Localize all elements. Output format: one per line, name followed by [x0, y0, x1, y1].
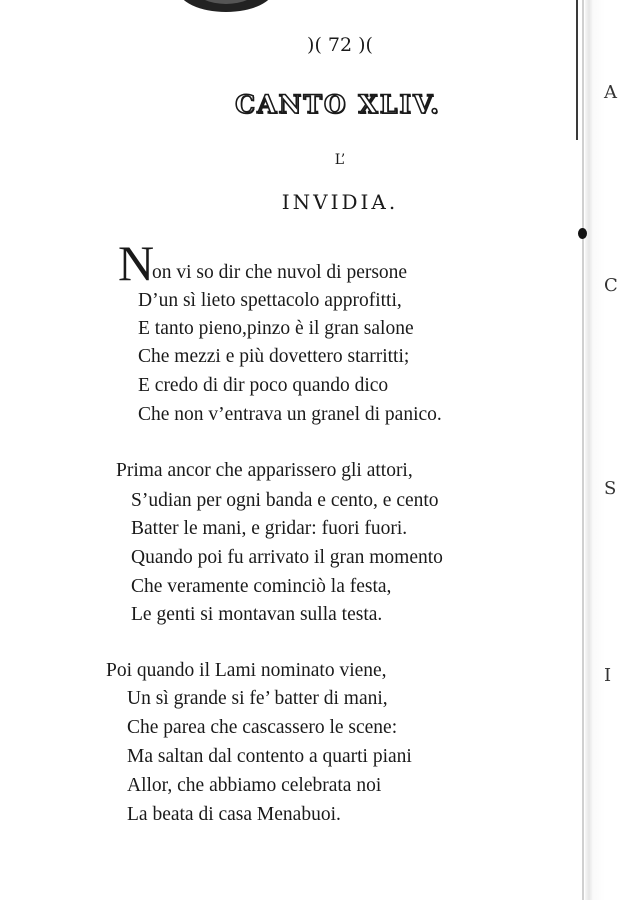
verse-line: Batter le mani, e gridar: fuori fuori. — [131, 518, 408, 539]
verse-line: Allor, che abbiamo celebrata noi — [127, 775, 382, 796]
page-edge-shadow — [576, 0, 578, 140]
verse-line: Poi quando il Lami nominato viene, — [106, 660, 387, 681]
verse-line: La beata di casa Menabuoi. — [127, 804, 341, 825]
page-edge-fold — [582, 0, 584, 900]
verse-line: Ma saltan dal contento a quarti piani — [127, 746, 412, 767]
verse-line: S’udian per ogni banda e cento, e cento — [131, 490, 439, 511]
verse-line: Che parea che cascassero le scene: — [127, 717, 398, 738]
edge-letter: C — [604, 275, 618, 296]
verse-line: Prima ancor che apparissero gli attori, — [116, 460, 413, 481]
verse-line: on vi so dir che nuvol di persone — [152, 262, 408, 283]
title-article: L’ — [334, 152, 346, 168]
next-page-edge — [585, 0, 616, 900]
edge-letter: S — [604, 478, 617, 499]
verse-line: Che mezzi e più dovettero starritti; — [138, 346, 410, 367]
poem-title: INVIDIA. — [281, 190, 399, 214]
page-number: )( 72 )( — [307, 34, 373, 56]
canto-heading: CANTO XLIV. — [235, 90, 441, 119]
edge-letter: A — [604, 82, 617, 103]
edge-ink-dot — [578, 228, 587, 239]
verse-line: E credo di dir poco quando dico — [138, 375, 389, 396]
verse-line: Quando poi fu arrivato il gran momento — [131, 547, 443, 568]
edge-letter: I — [604, 665, 612, 686]
verse-line: E tanto pieno,pinzo è il gran salone — [138, 318, 414, 339]
verse-line: D’un sì lieto spettacolo approfitti, — [138, 290, 402, 311]
verse-line: Un sì grande si fe’ batter di mani, — [127, 688, 388, 709]
verse-line: Che non v’entrava un granel di panico. — [138, 404, 442, 425]
verse-line: Le genti si montavan sulla testa. — [131, 604, 383, 625]
verse-line: Che veramente cominciò la festa, — [131, 576, 392, 597]
drop-cap: N — [118, 235, 155, 291]
